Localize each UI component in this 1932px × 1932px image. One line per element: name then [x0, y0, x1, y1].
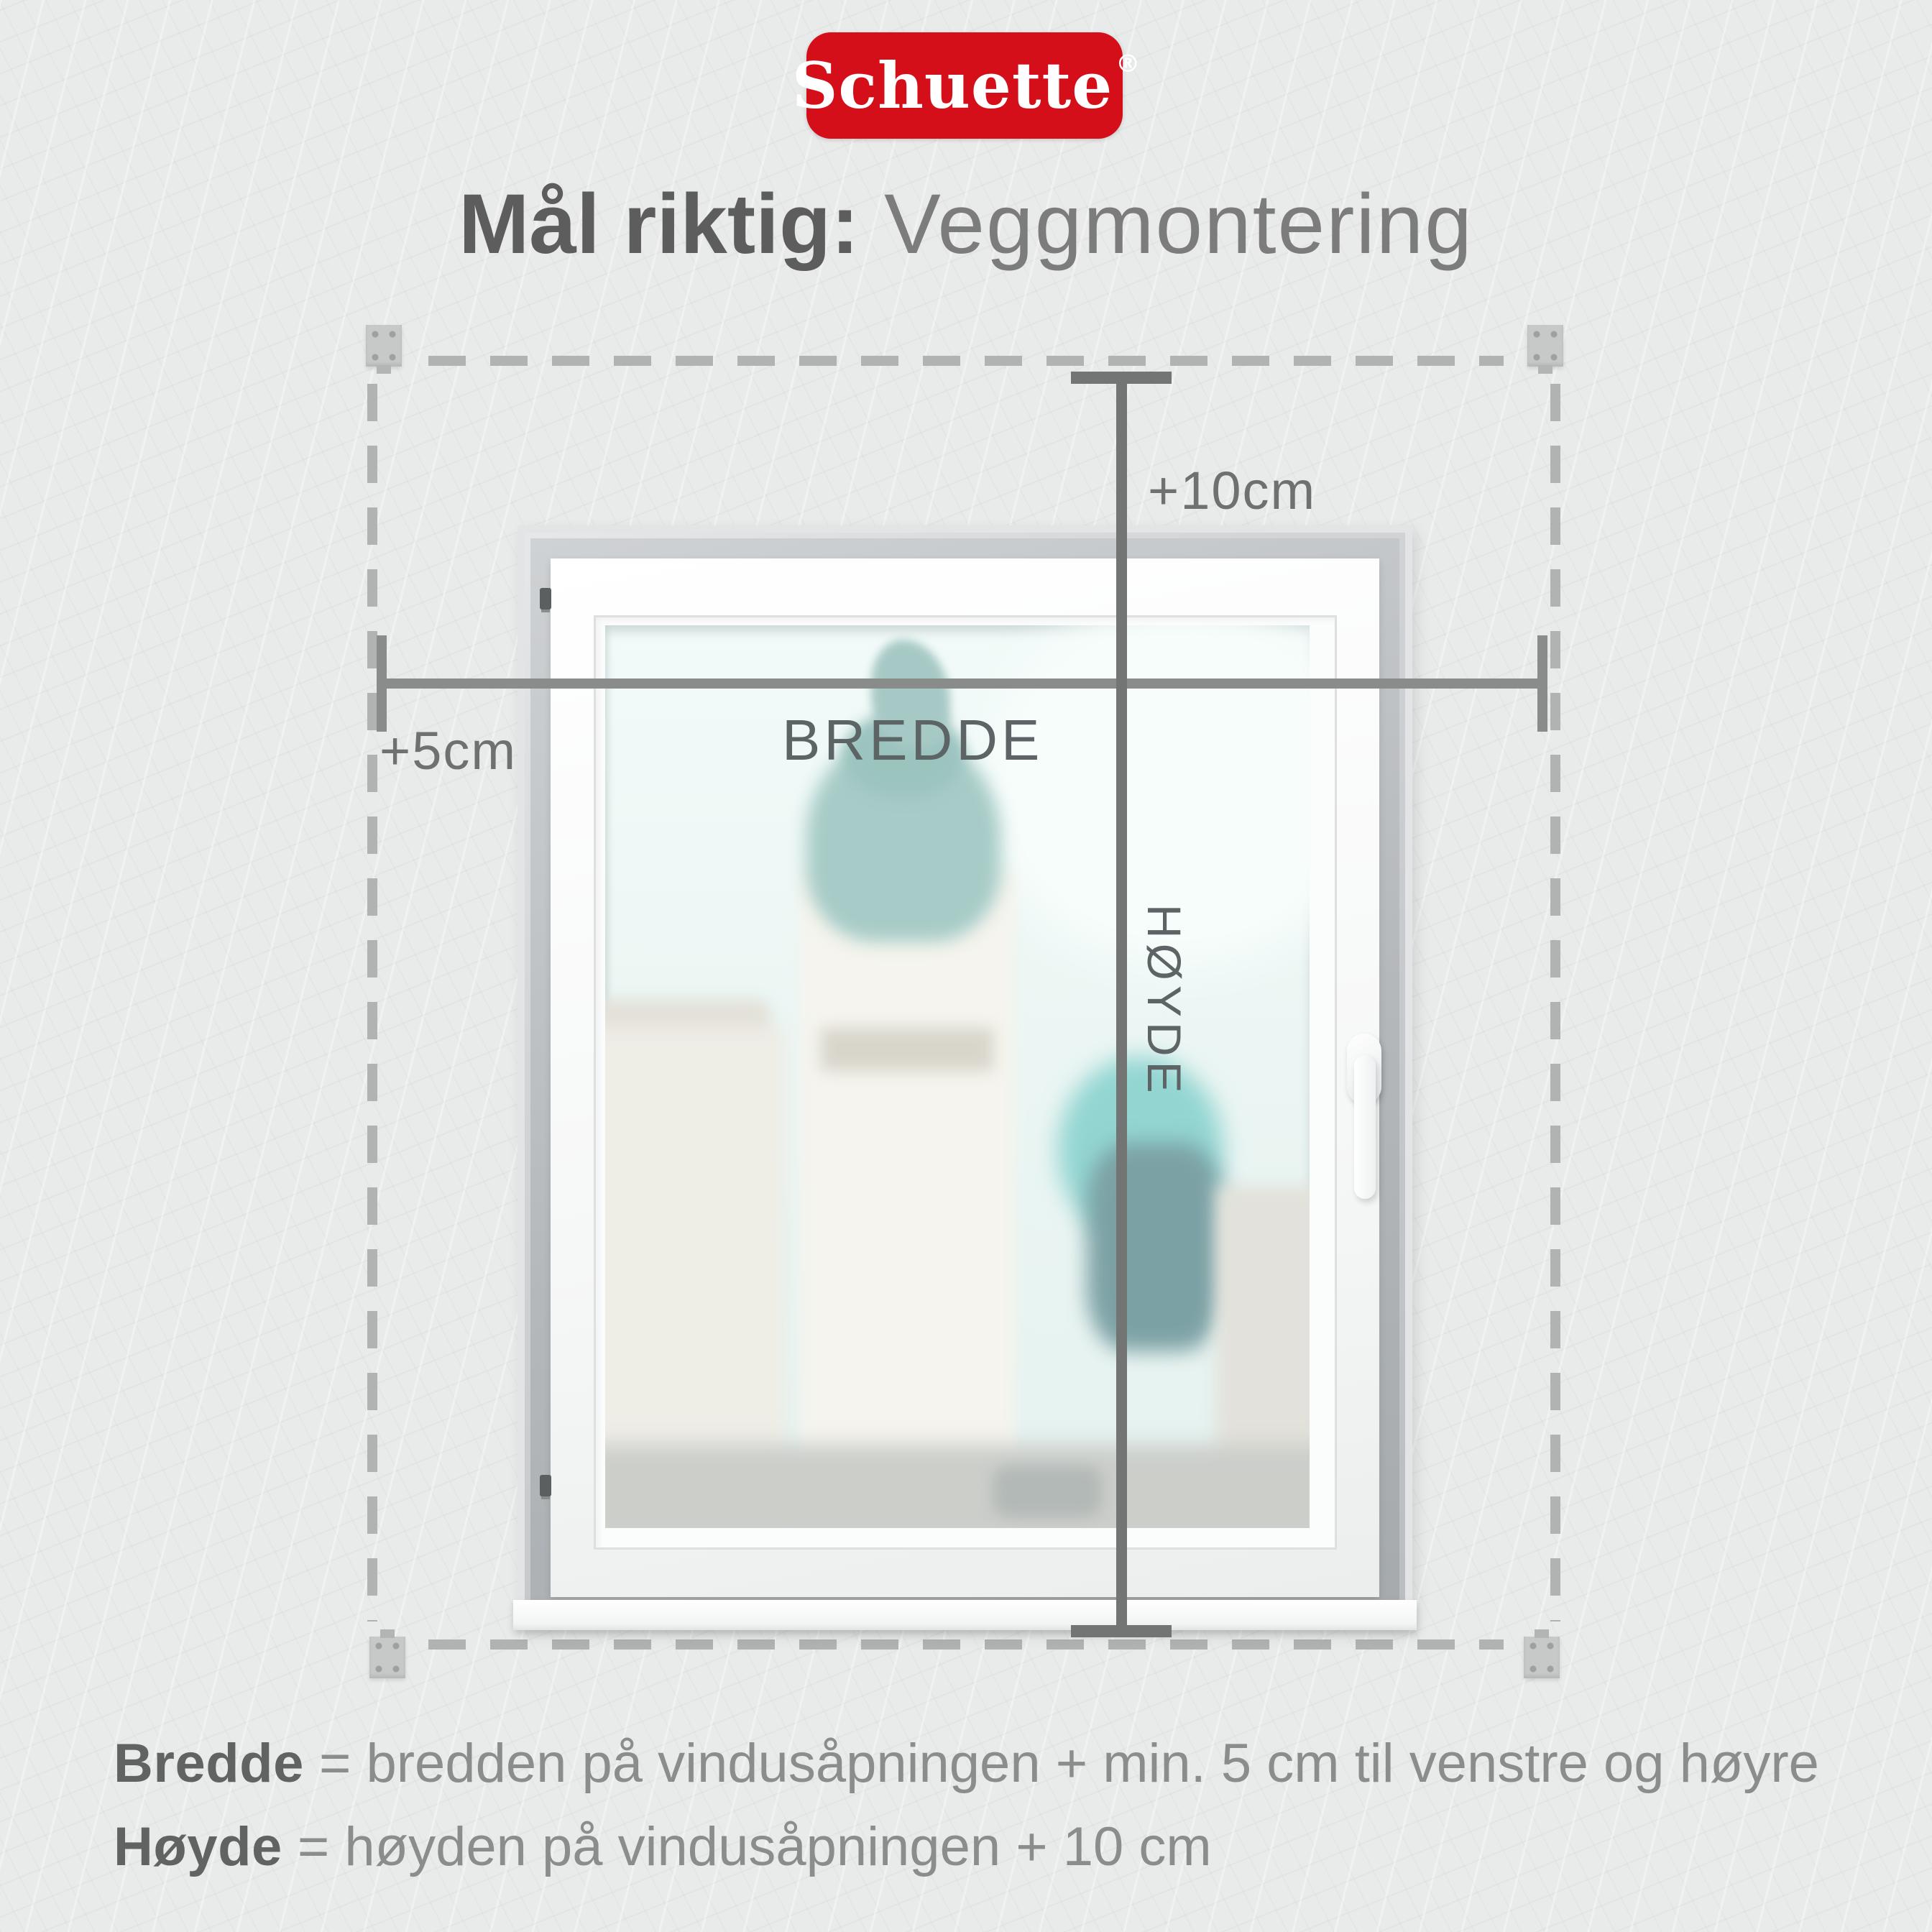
page-title-light: Veggmontering [859, 177, 1473, 272]
side-offset-label: +5cm [380, 721, 518, 781]
height-measure-cap-top [1071, 372, 1172, 384]
window-handle-grip [1354, 1055, 1376, 1199]
dashed-outline-bottom [428, 1639, 1504, 1650]
mounting-bracket-icon [366, 325, 402, 367]
height-measure-line [1116, 372, 1127, 1637]
height-measure-cap-bottom [1071, 1625, 1172, 1637]
page-title-bold: Mål riktig: [459, 177, 860, 272]
window-hinge-icon [540, 588, 551, 610]
schuette-logo [791, 32, 1141, 139]
legend-line-width [114, 1722, 1819, 1806]
legend-term-hoyde: Høyde [114, 1816, 282, 1877]
mounting-bracket-icon [1527, 325, 1563, 367]
mounting-bracket-icon [1524, 1637, 1560, 1678]
width-measure-cap-left [377, 635, 387, 732]
dashed-outline-left [367, 384, 377, 1622]
legend-term-bredde: Bredde [114, 1733, 304, 1794]
width-measure-cap-right [1537, 635, 1547, 732]
logo-wordmark: Schuette [791, 48, 1113, 123]
registered-trademark-mark: ® [1116, 50, 1141, 78]
legend-def-hoyde: = høyden på vindusåpningen + 10 cm [282, 1816, 1212, 1877]
top-offset-label: +10cm [1148, 461, 1317, 520]
width-measure-line [382, 678, 1547, 689]
page-title [0, 174, 1932, 275]
width-axis-label: BREDDE [782, 708, 1044, 772]
legend-def-bredde: = bredden på vindusåpningen + min. 5 cm til venstre og høyre [303, 1733, 1819, 1794]
window-hinge-icon [540, 1475, 551, 1496]
mounting-bracket-icon [369, 1637, 405, 1678]
window-sill [513, 1600, 1417, 1630]
legend-line-height [114, 1806, 1819, 1889]
dashed-outline-top [428, 356, 1504, 366]
height-axis-label: HØYDE [1138, 904, 1191, 1098]
legend-text [114, 1722, 1819, 1889]
dashed-outline-right [1550, 384, 1560, 1622]
